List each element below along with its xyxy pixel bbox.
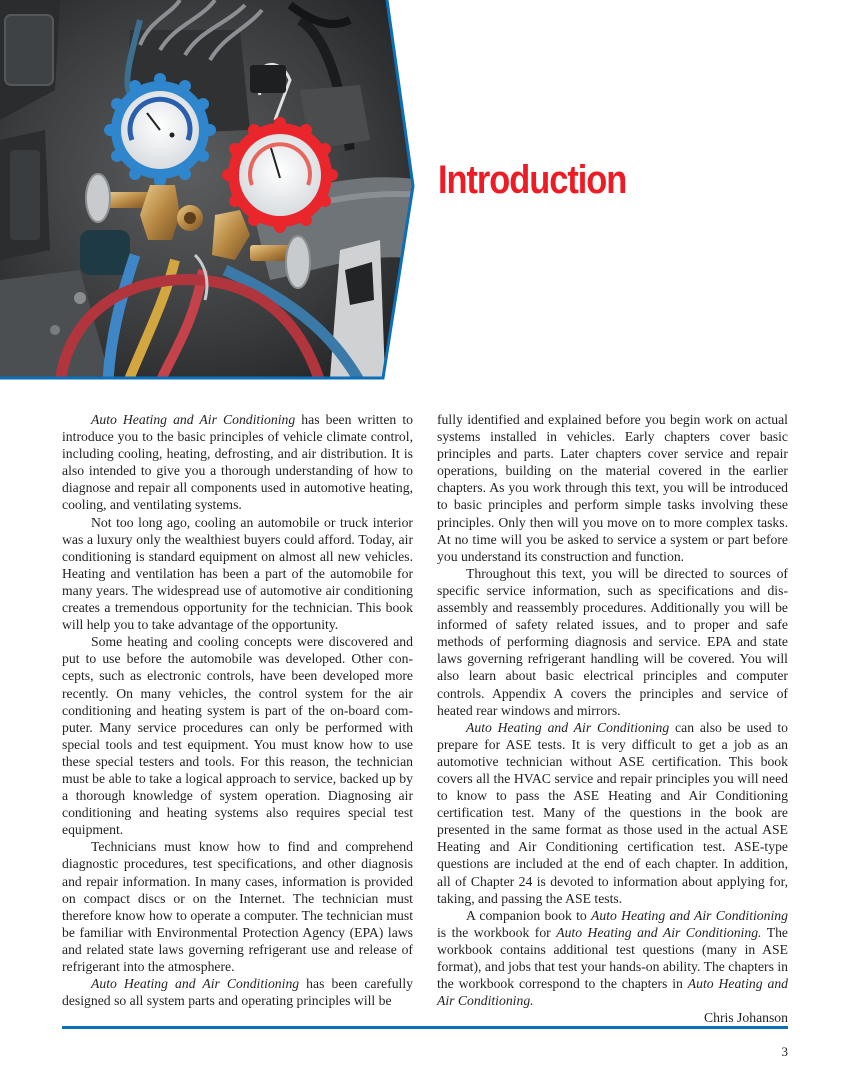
photo-icon: [0, 0, 420, 382]
book-title: Auto Heating and Air Conditioning: [91, 412, 296, 427]
paragraph: Auto Heating and Air Conditioning has been written to introduce you to the basic principles of vehicle climate control, including cooling, heating, defrosting, and air distribution. It is also intended to give you a thorough understanding of how to diagnose and repair all components used in automotive heating, cooling, and ventilating systems.: [62, 412, 413, 513]
page-title: Introduction: [438, 158, 627, 202]
book-title: Auto Heating and Air Conditioning: [591, 907, 788, 923]
paragraph: Technicians must know how to find and comprehend diagnostic procedures, test specifications, and other diagnosis and repair information. In many cases, information is provided on compact discs or on the Internet. The technician must therefore know how to operate a computer. The technician must be familiar with Environmental Protection Agency (EPA) laws and related state laws governing refrigerant use and release of refrigerant into the atmosphere.: [62, 839, 413, 974]
paragraph: Auto Heating and Air Conditioning has been carefully designed so all system parts and operating principles will be: [62, 976, 413, 1009]
author-signature: Chris Johanson: [703, 1010, 788, 1026]
paragraph: A companion book to Auto Heating and Air Conditioning is the workbook for Auto Heating and Air Conditioning. The workbook contains additional test questions (many in ASE format), and jobs that test your hands-on ability. The chapters in the workbook correspond to the chapters in Auto Heating and Air Conditioning.: [437, 907, 789, 1009]
paragraph: Not too long ago, cooling an automobile or truck interior was a luxury only the wealthiest buyers could afford. Today, air conditioning is standard equipment on almost all new vehicles. Heating and ventilation has been a part of the automobile for many years. The widespread use of automotive air conditioning creates a tremendous opportunity for the technician. This book will help you to take advantage of the opportunity.: [62, 514, 413, 633]
footer-rule: [62, 1026, 788, 1029]
paragraph-continued: fully identified and explained before you begin work on actual systems installed in vehicles. Early chapters cover basic principles and parts. Later chapters cover service and repair operations, building on the material covered in the earlier chapters. As you work through this text, you will be introduced to basic principles and perform simple tasks involving these principles. Only then will you move on to more complex tasks. At no time will you be asked to service a system or part before you understand its construction and function.: [437, 412, 788, 564]
right-column: [437, 411, 788, 1026]
book-title: Auto Heating and Air Conditioning: [91, 976, 300, 992]
body-text: [62, 411, 788, 1026]
page-number: 3: [781, 1044, 788, 1059]
book-title: Auto Heating and Air Conditioning.: [437, 976, 789, 1009]
left-column: [62, 411, 413, 1026]
book-title: Auto Heating and Air Conditioning: [466, 719, 670, 735]
book-title: Auto Heating and Air Conditioning.: [556, 924, 762, 940]
hero-photo: [0, 0, 420, 382]
paragraph: Throughout this text, you will be directed to sources of specific service information, such as specifications and disassembly and reassembly procedures. Additionally you will be informed of safety related issues, and to proper and safe methods of performing diagnosis and service. EPA and state laws governing refrigerant handling will be covered. You will also learn about basic electrical principles and computer controls. Appendix A covers the principles and service of heated rear windows and mirrors.: [437, 565, 788, 718]
paragraph: Some heating and cooling concepts were discovered and put to use before the automobile was developed. Other concepts, such as electronic controls, have been developed more recently. On many vehicles, the control system for the air conditioning and heating system is part of the on-board computer. Many service procedures can only be performed with special tools and test equipment. You must know how to use these special testers and tools. For this reason, the technician must be able to take a logical approach to service, backed up by a thorough knowledge of system operation. Diagnosing air conditioning and heating systems also requires special test equipment.: [62, 634, 413, 838]
paragraph: Auto Heating and Air Conditioning can also be used to prepare for ASE tests. It is very difficult to get a job as an automotive technician without ASE certification. This book covers all the HVAC service and repair principles you will need to know to pass the ASE Heating and Air Conditioning certification test. Many of the questions in the book are presented in the same format as those used in the actual ASE Heating and Air Conditioning certification test. ASE-type questions are included at the end of each chapter. In addition, all of Chapter 24 is devoted to information about applying for, taking, and passing the ASE tests.: [437, 719, 788, 906]
